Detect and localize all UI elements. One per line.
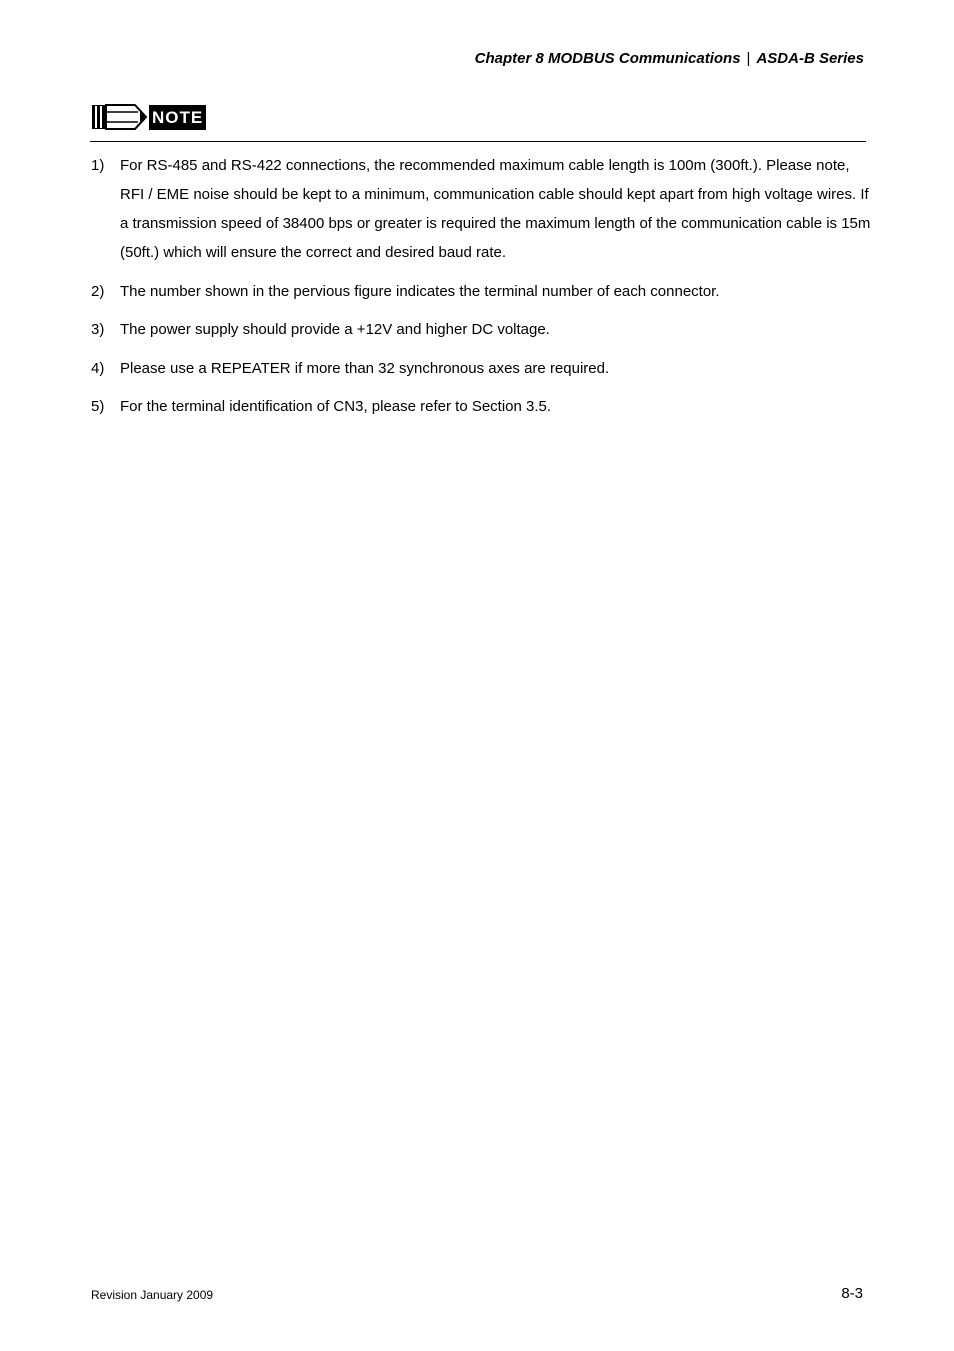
- item-text: The power supply should provide a +12V and higher DC voltage.: [120, 321, 550, 338]
- item-text: The number shown in the pervious figure indicates the terminal number of each connector.: [120, 282, 720, 300]
- item-text: For the terminal identification of CN3, please refer to Section 3.5.: [120, 398, 552, 415]
- item-text: For RS-485 and RS-422 connections, the recommended maximum cable length is 100m (300ft.). Please note, RFI / EME noise should be kept to a minimum, communication cable should kept apart from high voltage wires. If a transmission speed of 38400 bps or greater is required the maximum length of the communication cable is 15m (50ft.) which will ensure the correct and desired baud rate.: [120, 157, 871, 261]
- header-divider: [90, 141, 866, 142]
- note-label: NOTE: [149, 105, 206, 130]
- pencil-icon: [91, 103, 147, 131]
- page-header: [475, 50, 864, 67]
- revision-date: Revision January 2009: [91, 1288, 214, 1302]
- item-text: Please use a REPEATER if more than 32 synchronous axes are required.: [120, 359, 610, 377]
- item-number: 2): [91, 282, 105, 300]
- item-number: 3): [91, 321, 105, 338]
- note-badge: [91, 103, 206, 131]
- chapter-title: Chapter 8 MODBUS Communications: [474, 50, 741, 67]
- header-separator: |: [746, 50, 751, 67]
- list-item: [91, 151, 871, 267]
- item-number: 4): [91, 359, 105, 377]
- item-number: 1): [91, 157, 105, 174]
- list-item: [91, 315, 871, 344]
- list-item: [91, 392, 871, 421]
- page-number: 8-3: [841, 1285, 863, 1302]
- notes-list: [91, 151, 871, 431]
- item-number: 5): [91, 398, 105, 415]
- list-item: [91, 354, 871, 383]
- list-item: [91, 277, 871, 306]
- series-name: ASDA-B Series: [756, 50, 864, 67]
